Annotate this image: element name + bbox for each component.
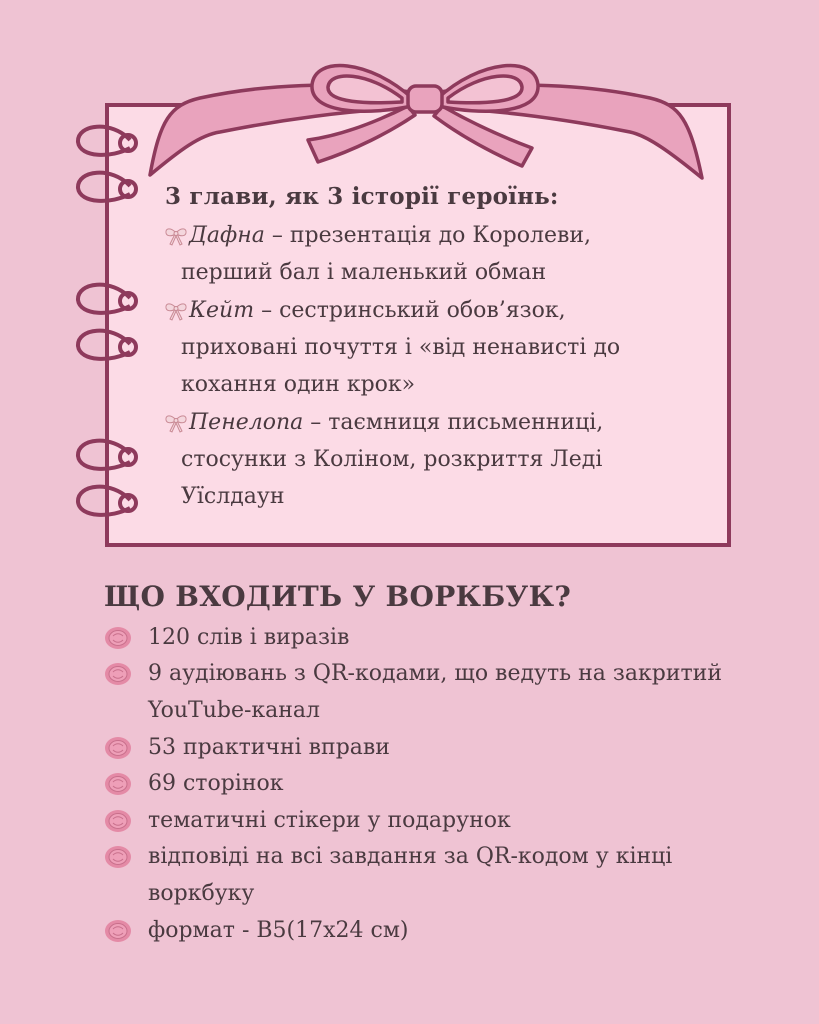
heroine-description-cont: стосунки з Коліном, розкриття Леді: [181, 447, 603, 472]
spiral-ring-icon: [72, 118, 142, 208]
feature-line: YouTube-канал: [148, 698, 321, 723]
heroine-name: Дафна: [189, 223, 265, 248]
heroine-description-cont: перший бал і маленький обман: [181, 260, 547, 285]
heroine-description-cont: приховані почуття і «від ненависті до: [181, 335, 621, 360]
feature-text: [148, 802, 788, 839]
heroine-description-cont: Уїслдаун: [181, 484, 285, 509]
feature-line: відповіді на всі завдання за QR-кодом у кінці: [148, 844, 673, 869]
bow-icon: [163, 224, 189, 246]
spiral-ring-icon: [72, 276, 142, 366]
bow-icon: [163, 299, 189, 321]
seal-icon: [104, 662, 132, 686]
feature-text: [148, 655, 788, 729]
feature-line: 9 аудіювань з QR-кодами, що ведуть на закритий: [148, 661, 722, 686]
seal-icon: [104, 626, 132, 650]
heroine-description: – сестринський обов’язок,: [254, 298, 566, 323]
seal-icon: [104, 809, 132, 833]
heroine-name: Пенелопа: [189, 410, 304, 435]
heroine-item-daphne: [163, 217, 703, 291]
seal-icon: [104, 736, 132, 760]
feature-line: 69 сторінок: [148, 771, 284, 796]
heroine-item-kate: [163, 292, 703, 403]
note-title: 3 глави, як 3 історії героїнь:: [165, 183, 559, 210]
heroine-description: – презентація до Королеви,: [264, 223, 592, 248]
feature-line: 53 практичні вправи: [148, 735, 390, 760]
feature-text: [148, 912, 788, 949]
spiral-ring-icon: [72, 432, 142, 522]
feature-text: [148, 838, 788, 912]
feature-line: тематичні стікери у подарунок: [148, 808, 511, 833]
ribbon-bow-icon: [140, 40, 710, 190]
seal-icon: [104, 919, 132, 943]
feature-line: 120 слів і виразів: [148, 625, 350, 650]
section-title: ЩО ВХОДИТЬ У ВОРКБУК?: [104, 580, 572, 613]
feature-line: воркбуку: [148, 881, 255, 906]
bow-icon: [163, 411, 189, 433]
feature-text: [148, 765, 788, 802]
seal-icon: [104, 845, 132, 869]
feature-text: [148, 729, 788, 766]
heroine-description: – таємниця письменниці,: [303, 410, 604, 435]
feature-text: [148, 619, 788, 656]
seal-icon: [104, 772, 132, 796]
heroine-name: Кейт: [189, 298, 255, 323]
heroine-description-cont: кохання один крок»: [181, 372, 416, 397]
feature-line: формат - B5(17х24 см): [148, 918, 409, 943]
heroine-item-penelope: [163, 404, 703, 515]
